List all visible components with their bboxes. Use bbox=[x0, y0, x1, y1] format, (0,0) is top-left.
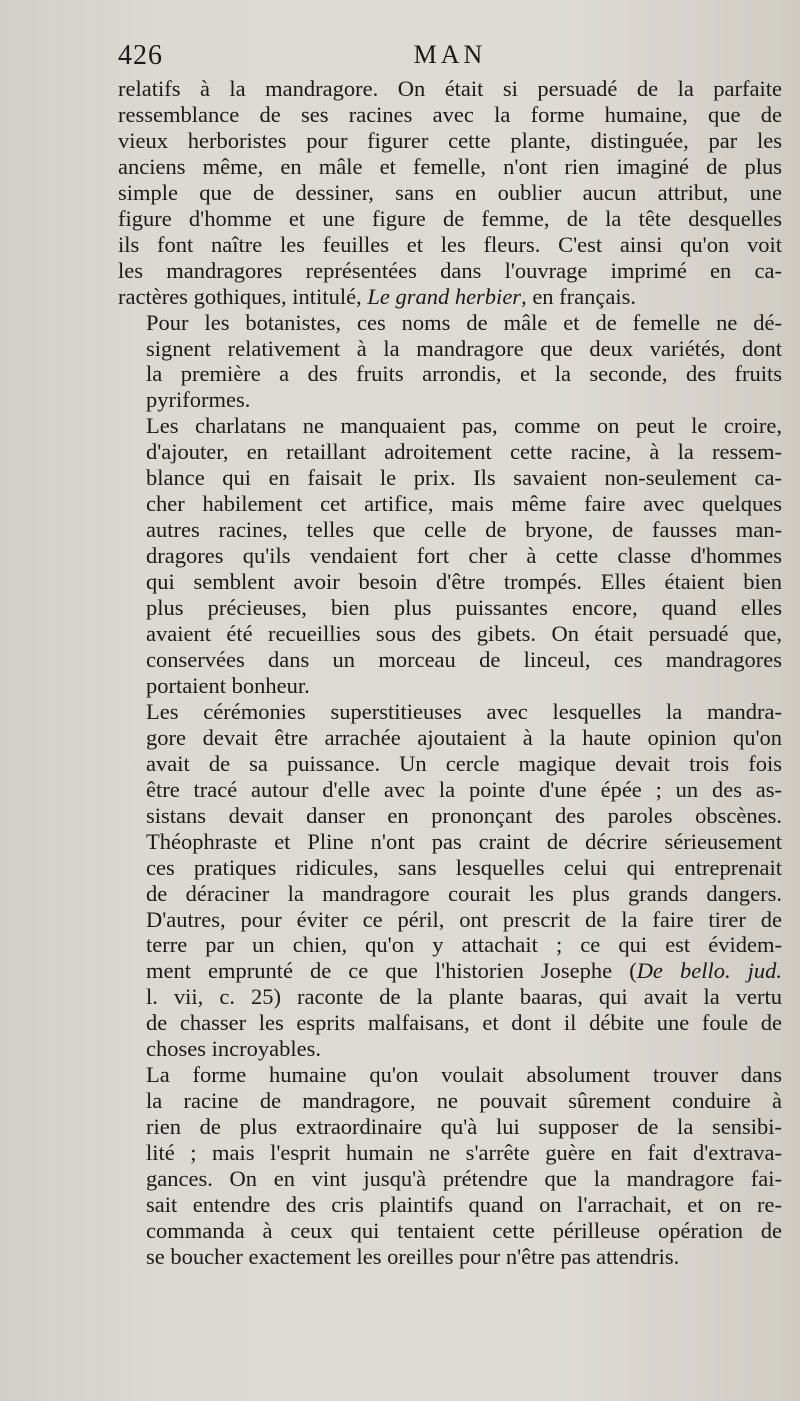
text-fragment: , en français. bbox=[521, 283, 637, 309]
book-title: Le grand herbier bbox=[367, 283, 522, 309]
text-line: avait de sa puissance. Un cercle magique devait trois fois bbox=[146, 750, 782, 776]
text-line: rien de plus extraordinaire qu'à lui supposer de la sensibi- bbox=[146, 1114, 782, 1140]
text-line: autres racines, telles que celle de bryone, de fausses man- bbox=[146, 517, 782, 543]
text-line: relatifs à la mandragore. On était si persuadé de la parfaite bbox=[118, 76, 782, 101]
text-line: gore devait être arrachée ajoutaient à la haute opinion qu'on bbox=[146, 724, 782, 750]
text-line: Les cérémonies superstitieuses avec lesquelles la mandra- bbox=[146, 698, 782, 724]
paragraph-4 bbox=[118, 699, 782, 1062]
page-number: 426 bbox=[118, 40, 163, 71]
text-fragment: ractères gothiques, intitulé, bbox=[118, 283, 368, 309]
text-line: figure d'homme et une figure de femme, de la tête desquelles bbox=[118, 205, 782, 231]
text-line: blance qui en faisait le prix. Ils savaient non-seulement ca- bbox=[146, 465, 782, 491]
text-line: ces pratiques ridicules, sans lesquelles celui qui entreprenait bbox=[146, 854, 782, 880]
text-line: terre par un chien, qu'on y attachait ; ce qui est évidem- bbox=[146, 932, 782, 958]
text-line: signent relativement à la mandragore que deux variétés, dont bbox=[146, 335, 782, 361]
text-line: choses incroyables. bbox=[146, 1036, 321, 1062]
text-line: Théophraste et Pline n'ont pas craint de décrire sérieusement bbox=[146, 828, 782, 854]
text-line: ils font naître les feuilles et les fleurs. C'est ainsi qu'on voit bbox=[118, 231, 782, 257]
text-line: plus précieuses, bien plus puissantes encore, quand elles bbox=[146, 595, 782, 621]
text-line: de chasser les esprits malfaisans, et dont il débite une foule de bbox=[146, 1010, 782, 1036]
text-line bbox=[118, 284, 782, 310]
running-head: MAN bbox=[413, 40, 487, 69]
text-line: de déraciner la mandragore courait les plus grands dangers. bbox=[146, 880, 782, 906]
paragraph-1 bbox=[118, 76, 782, 310]
text-line: la racine de mandragore, ne pouvait sûrement conduire à bbox=[146, 1088, 782, 1114]
text-line: vieux herboristes pour figurer cette plante, distinguée, par les bbox=[118, 127, 782, 153]
citation-title: De bello. jud. bbox=[636, 958, 782, 984]
body-text bbox=[118, 76, 782, 1270]
text-line: Les charlatans ne manquaient pas, comme on peut le croire, bbox=[146, 413, 782, 439]
paragraph-3 bbox=[118, 413, 782, 698]
text-line: l. vii, c. 25) raconte de la plante baaras, qui avait la vertu bbox=[146, 984, 782, 1010]
text-line: D'autres, pour éviter ce péril, ont prescrit de la faire tirer de bbox=[146, 906, 782, 932]
text-line: ressemblance de ses racines avec la forme humaine, que de bbox=[118, 101, 782, 127]
text-line: La forme humaine qu'on voulait absolument trouver dans bbox=[146, 1062, 782, 1088]
text-line: sait entendre des cris plaintifs quand on l'arrachait, et on re- bbox=[146, 1191, 782, 1217]
text-line: être tracé autour d'elle avec la pointe d'une épée ; un des as- bbox=[146, 776, 782, 802]
text-line: d'ajouter, en retaillant adroitement cette racine, à la ressem- bbox=[146, 439, 782, 465]
text-line: sistans devait danser en prononçant des paroles obscènes. bbox=[146, 802, 782, 828]
text-line: se boucher exactement les oreilles pour n'être pas attendris. bbox=[146, 1243, 680, 1269]
text-line: Pour les botanistes, ces noms de mâle et de femelle ne dé- bbox=[146, 309, 782, 335]
text-line: pyriformes. bbox=[146, 387, 251, 413]
text-line: anciens même, en mâle et femelle, n'ont rien imaginé de plus bbox=[118, 153, 782, 179]
text-line: lité ; mais l'esprit humain ne s'arrête guère en fait d'extrava- bbox=[146, 1140, 782, 1166]
text-line: simple que de dessiner, sans en oublier aucun attribut, une bbox=[118, 179, 782, 205]
text-line: conservées dans un morceau de linceul, ces mandragores bbox=[146, 646, 782, 672]
text-line bbox=[118, 958, 782, 984]
paragraph-2 bbox=[118, 310, 782, 414]
text-line: dragores qu'ils vendaient fort cher à cette classe d'hommes bbox=[146, 543, 782, 569]
text-line: les mandragores représentées dans l'ouvrage imprimé en ca- bbox=[118, 257, 782, 283]
text-line: cher habilement cet artifice, mais même faire avec quelques bbox=[146, 491, 782, 517]
text-line: commanda à ceux qui tentaient cette périlleuse opération de bbox=[146, 1217, 782, 1243]
text-line: avaient été recueillies sous des gibets. On était persuadé que, bbox=[146, 621, 782, 647]
text-line: la première a des fruits arrondis, et la seconde, des fruits bbox=[146, 361, 782, 387]
text-line: gances. On en vint jusqu'à prétendre que la mandragore fai- bbox=[146, 1166, 782, 1192]
text-line: portaient bonheur. bbox=[146, 672, 310, 698]
text-fragment: ment emprunté de ce que l'historien Josephe ( bbox=[146, 958, 637, 984]
text-line: qui semblent avoir besoin d'être trompés. Elles étaient bien bbox=[146, 569, 782, 595]
paragraph-5 bbox=[118, 1062, 782, 1270]
